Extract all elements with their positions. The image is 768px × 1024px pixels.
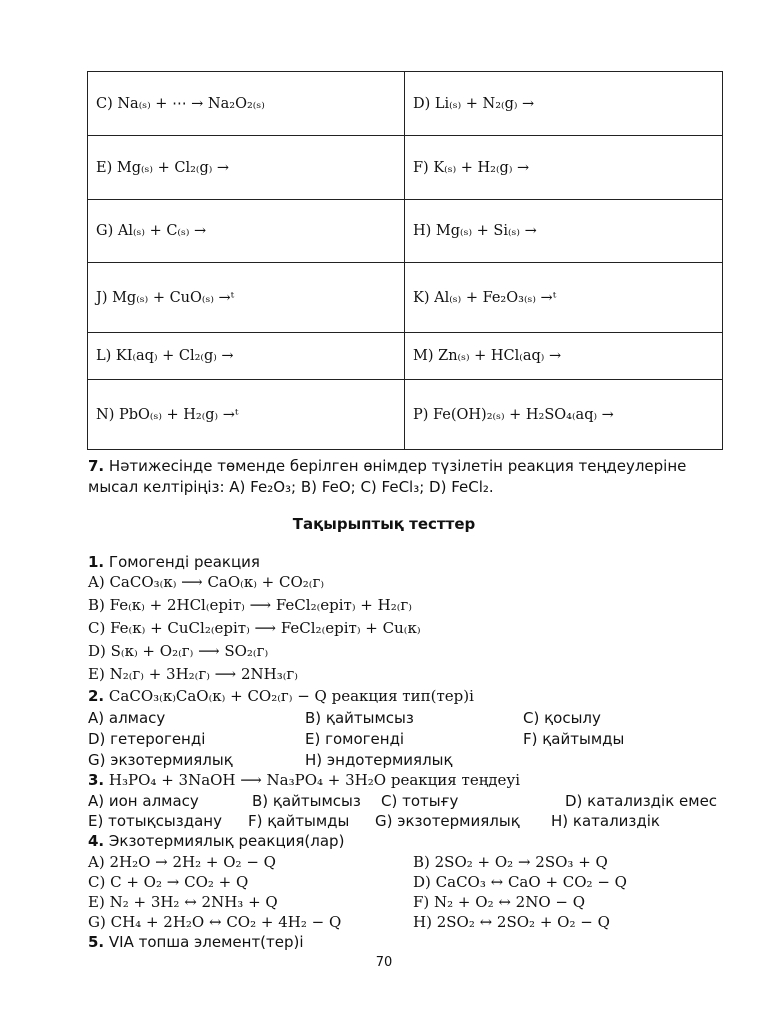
answer-option: H) катализдік bbox=[551, 812, 660, 830]
question-number: 1. bbox=[88, 553, 105, 571]
reactions-table bbox=[87, 71, 723, 450]
question-5 bbox=[88, 932, 728, 952]
question-2 bbox=[88, 686, 728, 706]
question-3 bbox=[88, 770, 728, 790]
question-7-line-2: мысал келтіріңіз: A) Fe₂O₃; B) FeO; C) FeCl₃; D) FeCl₂. bbox=[88, 478, 494, 496]
answer-option: D) катализдік емес bbox=[565, 792, 718, 810]
answer-option: E) N₂ + 3H₂ ↔ 2NH₃ + Q bbox=[88, 893, 278, 911]
answer-option: E) N₂₍г₎ + 3H₂₍г₎ ⟶ 2NH₃₍г₎ bbox=[88, 665, 298, 683]
answer-option: B) қайтымсыз bbox=[305, 709, 414, 727]
answer-option: B) қайтымсыз bbox=[252, 792, 361, 810]
table-cell: E) Mg₍ₛ₎ + Cl₂₍g₎ → bbox=[88, 136, 405, 200]
answer-option: C) C + O₂ → CO₂ + Q bbox=[88, 873, 249, 891]
question-text: H₃PO₄ + 3NaOH ⟶ Na₃PO₄ + 3H₂O реакция теңдеуі bbox=[108, 771, 521, 789]
table-cell: G) Al₍ₛ₎ + C₍ₛ₎ → bbox=[88, 200, 405, 263]
question-number: 2. bbox=[88, 687, 105, 705]
table-row bbox=[88, 333, 723, 380]
question-text: CaCO₃₍к₎CaO₍к₎ + CO₂₍г₎ − Q реакция тип(тер)і bbox=[108, 687, 474, 705]
section-title: Тақырыптық тесттер bbox=[292, 515, 476, 533]
question-text: Экзотермиялық реакция(лар) bbox=[108, 832, 345, 850]
answer-option: C) Fe₍к₎ + CuCl₂₍ерiт₎ ⟶ FeCl₂₍ерiт₎ + Cu₍к₎ bbox=[88, 619, 421, 637]
answer-option: D) S₍к₎ + O₂₍г₎ ⟶ SO₂₍г₎ bbox=[88, 642, 269, 660]
table-cell: F) K₍ₛ₎ + H₂₍g₎ → bbox=[405, 136, 723, 200]
table-cell: D) Li₍ₛ₎ + N₂₍g₎ → bbox=[405, 72, 723, 136]
table-cell: J) Mg₍ₛ₎ + CuO₍ₛ₎ →ᵗ bbox=[88, 263, 405, 333]
answer-option: B) 2SO₂ + O₂ → 2SO₃ + Q bbox=[413, 853, 608, 871]
question-1 bbox=[88, 552, 728, 572]
answer-option: A) CaCO₃₍к₎ ⟶ CaO₍к₎ + CO₂₍г₎ bbox=[88, 573, 325, 591]
question-4 bbox=[88, 831, 728, 851]
answer-option: A) алмасу bbox=[88, 709, 166, 727]
question-7-line-1 bbox=[88, 456, 728, 476]
question-number: 3. bbox=[88, 771, 105, 789]
table-row bbox=[88, 263, 723, 333]
page-number: 70 bbox=[375, 955, 393, 970]
question-number: 7. bbox=[88, 457, 105, 475]
answer-option: F) қайтымды bbox=[523, 730, 625, 748]
answer-option: A) ион алмасу bbox=[88, 792, 199, 810]
table-row bbox=[88, 380, 723, 450]
question-number: 5. bbox=[88, 933, 105, 951]
question-text: VIA топша элемент(тер)і bbox=[108, 933, 304, 951]
answer-option: F) қайтымды bbox=[248, 812, 350, 830]
answer-option: D) гетерогенді bbox=[88, 730, 206, 748]
answer-option: H) 2SO₂ ↔ 2SO₂ + O₂ − Q bbox=[413, 913, 610, 931]
answer-option: A) 2H₂O → 2H₂ + O₂ − Q bbox=[88, 853, 276, 871]
question-text: Нәтижесінде төменде берілген өнімдер түзілетін реакция теңдеулеріне bbox=[108, 457, 687, 475]
table-cell: L) KI₍aq₎ + Cl₂₍g₎ → bbox=[88, 333, 405, 380]
table-row bbox=[88, 72, 723, 136]
answer-option: D) CaCO₃ ↔ CaO + CO₂ − Q bbox=[413, 873, 627, 891]
table-row bbox=[88, 136, 723, 200]
answer-option: E) гомогенді bbox=[305, 730, 405, 748]
answer-option: B) Fe₍к₎ + 2HCl₍ерiт₎ ⟶ FeCl₂₍ерiт₎ + H₂₍г₎ bbox=[88, 596, 412, 614]
table-cell: H) Mg₍ₛ₎ + Si₍ₛ₎ → bbox=[405, 200, 723, 263]
answer-option: H) эндотермиялық bbox=[305, 751, 453, 769]
answer-option: E) тотықсыздану bbox=[88, 812, 222, 830]
table-cell: N) PbO₍ₛ₎ + H₂₍g₎ →ᵗ bbox=[88, 380, 405, 450]
answer-option: G) экзотермиялық bbox=[88, 751, 233, 769]
answer-option: G) CH₄ + 2H₂O ↔ CO₂ + 4H₂ − Q bbox=[88, 913, 342, 931]
table-cell: M) Zn₍ₛ₎ + HCl₍aq₎ → bbox=[405, 333, 723, 380]
table-cell: K) Al₍ₛ₎ + Fe₂O₃₍ₛ₎ →ᵗ bbox=[405, 263, 723, 333]
question-text: Гомогенді реакция bbox=[108, 553, 260, 571]
answer-option: C) қосылу bbox=[523, 709, 601, 727]
table-cell: P) Fe(OH)₂₍ₛ₎ + H₂SO₄₍aq₎ → bbox=[405, 380, 723, 450]
table-row bbox=[88, 200, 723, 263]
table-cell: C) Na₍ₛ₎ + ⋯ → Na₂O₂₍ₛ₎ bbox=[88, 72, 405, 136]
answer-option: G) экзотермиялық bbox=[375, 812, 520, 830]
answer-option: C) тотығу bbox=[381, 792, 459, 810]
question-number: 4. bbox=[88, 832, 105, 850]
answer-option: F) N₂ + O₂ ↔ 2NO − Q bbox=[413, 893, 586, 911]
